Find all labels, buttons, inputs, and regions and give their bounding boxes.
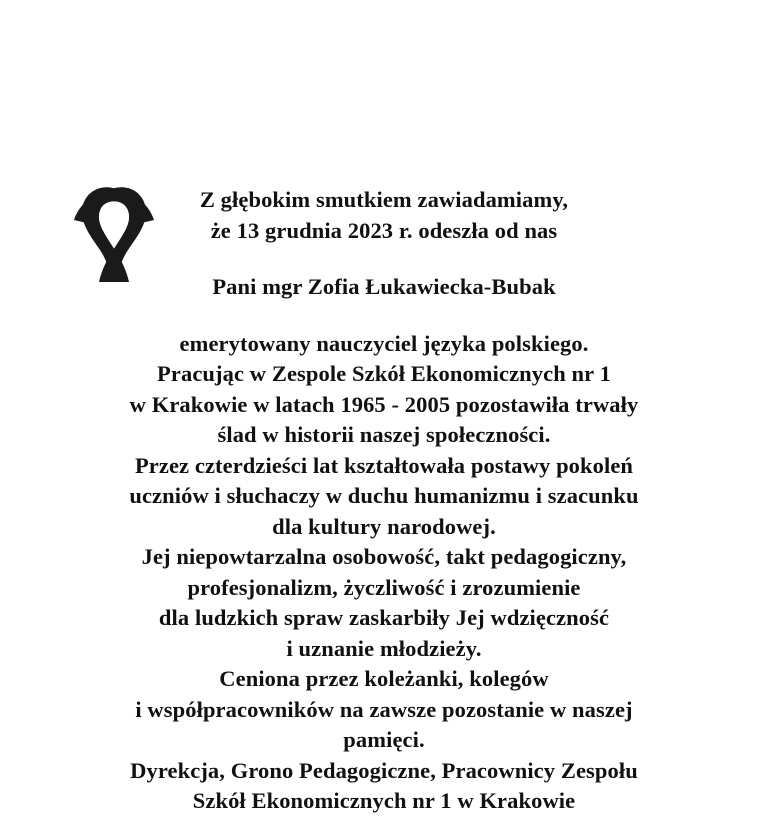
obituary-line: Z głębokim smutkiem zawiadamiamy,: [199, 187, 569, 212]
obituary-line: Ceniona przez koleżanki, kolegów: [219, 666, 549, 691]
obituary-line: Jej niepowtarzalna osobowość, takt pedagogiczny,: [141, 544, 627, 569]
obituary-line: i uznanie młodzieży.: [286, 635, 482, 661]
obituary-line: Przez czterdzieści lat kształtowała postawy pokoleń: [134, 452, 634, 478]
signatory-line: Szkół Ekonomicznych nr 1 w Krakowie: [192, 788, 576, 813]
obituary-line: pamięci.: [343, 727, 425, 752]
signatory-line: Dyrekcja, Grono Pedagogiczne, Pracownicy Zespołu: [130, 757, 638, 783]
deceased-name: Pani mgr Zofia Łukawiecka-Bubak: [212, 274, 556, 299]
obituary-line: emerytowany nauczyciel języka polskiego.: [179, 330, 589, 356]
obituary-line: dla ludzkich spraw zaskarbiły Jej wdzięczność: [158, 605, 610, 630]
obituary-line: dla kultury narodowej.: [272, 513, 496, 539]
obituary-line: profesjonalizm, życzliwość i zrozumienie: [187, 574, 581, 600]
obituary-line: ślad w historii naszej społeczności.: [217, 422, 551, 447]
obituary-line: że 13 grudnia 2023 r. odeszła od nas: [210, 217, 558, 243]
obituary-line: w Krakowie w latach 1965 - 2005 pozostawiła trwały: [129, 391, 639, 417]
obituary-line: uczniów i słuchaczy w duchu humanizmu i szacunku: [129, 483, 639, 508]
obituary-text: [0, 185, 768, 817]
obituary-line: i współpracowników na zawsze pozostanie w naszej: [135, 696, 633, 722]
obituary-line: Pracując w Zespole Szkół Ekonomicznych nr 1: [157, 361, 611, 386]
